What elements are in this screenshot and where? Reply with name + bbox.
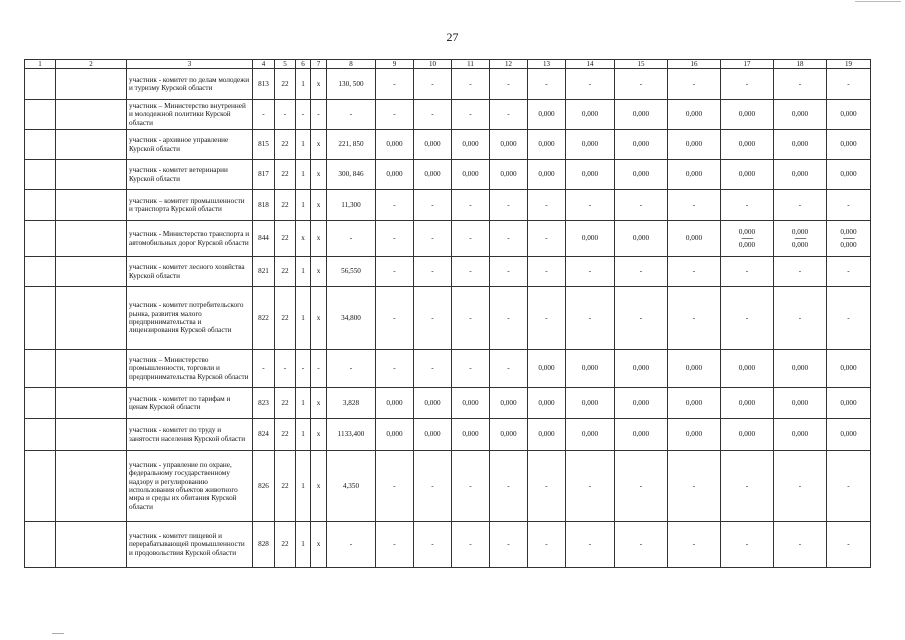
cell-section: 22: [275, 388, 296, 419]
cell-value: 0,000: [827, 419, 871, 451]
cell-col-1: [25, 419, 56, 451]
cell-value: 0,000: [668, 160, 721, 190]
column-number: 4: [253, 60, 275, 69]
cell-section: 22: [275, 522, 296, 568]
cell-col-2: [56, 287, 127, 350]
cell-section: 22: [275, 69, 296, 100]
cell-value: -: [528, 287, 566, 350]
cell-value: -: [490, 287, 528, 350]
cell-value: -: [774, 451, 827, 522]
cell-value: 0,000: [615, 221, 668, 257]
cell-subsection: 1: [296, 287, 311, 350]
cell-code: 817: [253, 160, 275, 190]
top-edge-rule: [855, 1, 901, 2]
header-row: [25, 60, 871, 69]
cell-value: 0,000: [414, 388, 452, 419]
cell-value: -: [668, 451, 721, 522]
cell-type: х: [311, 388, 327, 419]
cell-value: 0,000: [566, 130, 615, 160]
column-number: 15: [615, 60, 668, 69]
cell-value: -: [668, 522, 721, 568]
cell-col-1: [25, 451, 56, 522]
cell-value: 0,000: [490, 160, 528, 190]
page-number: 27: [446, 30, 459, 44]
cell-type: х: [311, 160, 327, 190]
participant-name: участник - комитет ветеринарии Курской области: [127, 160, 253, 190]
cell-amount: 300, 846: [327, 160, 376, 190]
cell-section: 22: [275, 190, 296, 221]
cell-value: -: [721, 190, 774, 221]
cell-col-1: [25, 388, 56, 419]
split-top-value: 0,000: [791, 227, 809, 236]
cell-subsection: 1: [296, 419, 311, 451]
column-number: 12: [490, 60, 528, 69]
cell-value: -: [721, 451, 774, 522]
cell-value: 0,000: [490, 130, 528, 160]
cell-subsection: х: [296, 221, 311, 257]
cell-value: -: [452, 100, 490, 130]
cell-amount: 4,350: [327, 451, 376, 522]
cell-col-2: [56, 388, 127, 419]
cell-value: -: [376, 190, 414, 221]
cell-amount: 221, 850: [327, 130, 376, 160]
cell-value: 0,000: [721, 130, 774, 160]
cell-value: 0,000: [528, 419, 566, 451]
participant-name: участник - комитет по тарифам и ценам Курской области: [127, 388, 253, 419]
table-row: [25, 69, 871, 100]
cell-value: -: [376, 451, 414, 522]
split-bottom-value: 0,000: [840, 241, 857, 249]
cell-type: -: [311, 350, 327, 388]
cell-value: -: [414, 69, 452, 100]
cell-type: -: [311, 100, 327, 130]
cell-value: -: [376, 69, 414, 100]
cell-value: 0,000: [721, 160, 774, 190]
cell-amount: -: [327, 221, 376, 257]
cell-value-split: [774, 221, 827, 257]
split-divider: --------: [842, 234, 855, 242]
cell-value: -: [566, 451, 615, 522]
cell-code: -: [253, 100, 275, 130]
cell-value: 0,000: [615, 419, 668, 451]
cell-value: -: [774, 257, 827, 287]
cell-value: -: [566, 69, 615, 100]
cell-value: 0,000: [668, 221, 721, 257]
cell-value: -: [721, 69, 774, 100]
cell-value: -: [452, 69, 490, 100]
cell-subsection: 1: [296, 190, 311, 221]
cell-value: -: [452, 451, 490, 522]
cell-section: -: [275, 350, 296, 388]
cell-section: 22: [275, 287, 296, 350]
cell-col-1: [25, 522, 56, 568]
cell-value: 0,000: [490, 419, 528, 451]
participant-name: участник - Министерство транспорта и автомобильных дорог Курской области: [127, 221, 253, 257]
cell-value: -: [452, 190, 490, 221]
table-row: [25, 130, 871, 160]
cell-value: -: [414, 451, 452, 522]
cell-value: -: [774, 69, 827, 100]
cell-value: 0,000: [827, 350, 871, 388]
cell-value: -: [490, 69, 528, 100]
cell-subsection: 1: [296, 130, 311, 160]
cell-col-2: [56, 221, 127, 257]
cell-code: -: [253, 350, 275, 388]
cell-value: -: [615, 287, 668, 350]
cell-col-2: [56, 419, 127, 451]
cell-value: 0,000: [668, 350, 721, 388]
cell-col-2: [56, 350, 127, 388]
cell-value: -: [721, 522, 774, 568]
cell-col-1: [25, 287, 56, 350]
cell-value: -: [566, 287, 615, 350]
cell-code: 844: [253, 221, 275, 257]
cell-value: 0,000: [376, 388, 414, 419]
table-row: [25, 350, 871, 388]
split-bottom-value: 0,000: [791, 241, 809, 249]
cell-col-2: [56, 190, 127, 221]
cell-value: -: [490, 257, 528, 287]
cell-subsection: 1: [296, 388, 311, 419]
cell-value: 0,000: [376, 419, 414, 451]
cell-col-2: [56, 257, 127, 287]
participant-name: участник - комитет по труду и занятости населения Курской области: [127, 419, 253, 451]
participant-name: участник - комитет потребительского рынка, развития малого предпринимательства и лицензирования Курской области: [127, 287, 253, 350]
cell-value: -: [490, 190, 528, 221]
cell-code: 824: [253, 419, 275, 451]
cell-code: 826: [253, 451, 275, 522]
cell-code: 828: [253, 522, 275, 568]
cell-value: 0,000: [668, 419, 721, 451]
cell-type: х: [311, 221, 327, 257]
cell-value: -: [414, 287, 452, 350]
column-number: 10: [414, 60, 452, 69]
cell-value: -: [376, 257, 414, 287]
cell-value: 0,000: [490, 388, 528, 419]
cell-value: -: [566, 257, 615, 287]
cell-value: 0,000: [668, 130, 721, 160]
cell-col-1: [25, 130, 56, 160]
cell-value: -: [615, 522, 668, 568]
cell-value: -: [668, 190, 721, 221]
cell-subsection: -: [296, 350, 311, 388]
cell-value: -: [721, 257, 774, 287]
table-row: [25, 160, 871, 190]
cell-value: -: [615, 69, 668, 100]
cell-value: 0,000: [721, 388, 774, 419]
cell-value: 0,000: [774, 100, 827, 130]
split-divider: --------: [741, 234, 753, 242]
cell-value: 0,000: [452, 160, 490, 190]
table-row: [25, 522, 871, 568]
cell-value: -: [414, 221, 452, 257]
cell-amount: 11,300: [327, 190, 376, 221]
cell-code: 813: [253, 69, 275, 100]
participant-name: участник – Министерство внутренней и молодежной политики Курской области: [127, 100, 253, 130]
column-number: 16: [668, 60, 721, 69]
cell-value: -: [827, 257, 871, 287]
cell-col-2: [56, 130, 127, 160]
cell-value: -: [376, 287, 414, 350]
cell-type: х: [311, 287, 327, 350]
cell-value: -: [668, 69, 721, 100]
cell-section: -: [275, 100, 296, 130]
column-number: 14: [566, 60, 615, 69]
cell-col-1: [25, 160, 56, 190]
cell-code: 818: [253, 190, 275, 221]
cell-value: -: [721, 287, 774, 350]
cell-value: -: [376, 522, 414, 568]
participant-name: участник – комитет промышленности и транспорта Курской области: [127, 190, 253, 221]
cell-value: 0,000: [528, 160, 566, 190]
cell-value: 0,000: [452, 388, 490, 419]
cell-code: 815: [253, 130, 275, 160]
cell-value: -: [414, 100, 452, 130]
cell-value: -: [528, 221, 566, 257]
cell-value-split: [827, 221, 871, 257]
cell-subsection: 1: [296, 522, 311, 568]
cell-col-2: [56, 100, 127, 130]
cell-section: 22: [275, 451, 296, 522]
cell-value: -: [490, 100, 528, 130]
cell-value: 0,000: [414, 419, 452, 451]
column-number: 1: [25, 60, 56, 69]
cell-subsection: 1: [296, 257, 311, 287]
cell-subsection: 1: [296, 69, 311, 100]
cell-col-1: [25, 350, 56, 388]
table-row: [25, 451, 871, 522]
cell-value: 0,000: [668, 388, 721, 419]
cell-value: -: [774, 287, 827, 350]
cell-value: -: [376, 221, 414, 257]
cell-value: -: [528, 257, 566, 287]
cell-value: -: [615, 190, 668, 221]
cell-value: 0,000: [615, 130, 668, 160]
cell-code: 822: [253, 287, 275, 350]
cell-value: -: [414, 257, 452, 287]
cell-value: -: [528, 190, 566, 221]
cell-type: х: [311, 419, 327, 451]
cell-amount: 34,800: [327, 287, 376, 350]
cell-amount: -: [327, 522, 376, 568]
table-row: [25, 388, 871, 419]
cell-value: 0,000: [615, 160, 668, 190]
cell-col-2: [56, 160, 127, 190]
split-top-value: 0,000: [840, 227, 857, 236]
cell-amount: 1133,400: [327, 419, 376, 451]
column-number: 5: [275, 60, 296, 69]
cell-col-2: [56, 522, 127, 568]
cell-amount: 130, 500: [327, 69, 376, 100]
cell-value: 0,000: [615, 350, 668, 388]
cell-value: -: [827, 69, 871, 100]
participant-name: участник – Министерство промышленности, торговли и предпринимательства Курской области: [127, 350, 253, 388]
column-number: 13: [528, 60, 566, 69]
cell-value: -: [452, 257, 490, 287]
cell-value: -: [668, 287, 721, 350]
table-row: [25, 221, 871, 257]
cell-value: 0,000: [668, 100, 721, 130]
cell-value: -: [452, 287, 490, 350]
cell-value: 0,000: [566, 419, 615, 451]
column-number: 18: [774, 60, 827, 69]
cell-value: -: [490, 451, 528, 522]
cell-value: -: [414, 522, 452, 568]
bottom-edge-mark: [52, 633, 64, 634]
column-number: 19: [827, 60, 871, 69]
cell-section: 22: [275, 221, 296, 257]
cell-value: -: [490, 522, 528, 568]
participant-name: участник - комитет лесного хозяйства Курской области: [127, 257, 253, 287]
cell-subsection: 1: [296, 160, 311, 190]
cell-value: 0,000: [414, 160, 452, 190]
cell-value: -: [827, 522, 871, 568]
cell-value: -: [827, 451, 871, 522]
cell-value: -: [615, 257, 668, 287]
cell-code: 823: [253, 388, 275, 419]
participant-name: участник - комитет по делам молодежи и туризму Курской области: [127, 69, 253, 100]
column-number: 8: [327, 60, 376, 69]
cell-value: 0,000: [566, 350, 615, 388]
cell-value: -: [566, 190, 615, 221]
cell-value: -: [376, 100, 414, 130]
column-number: 17: [721, 60, 774, 69]
cell-col-1: [25, 221, 56, 257]
cell-value: 0,000: [528, 100, 566, 130]
cell-value: -: [528, 69, 566, 100]
cell-value: -: [774, 522, 827, 568]
cell-value: 0,000: [376, 160, 414, 190]
cell-value: -: [566, 522, 615, 568]
cell-value: 0,000: [774, 130, 827, 160]
cell-value: 0,000: [566, 388, 615, 419]
cell-value-split: [721, 221, 774, 257]
table-row: [25, 419, 871, 451]
cell-value: -: [452, 522, 490, 568]
cell-value: -: [414, 190, 452, 221]
table-row: [25, 257, 871, 287]
cell-value: 0,000: [774, 160, 827, 190]
cell-value: 0,000: [827, 100, 871, 130]
table-row: [25, 100, 871, 130]
split-top-value: 0,000: [738, 227, 756, 236]
cell-value: 0,000: [528, 350, 566, 388]
cell-value: 0,000: [615, 100, 668, 130]
cell-value: -: [528, 522, 566, 568]
cell-value: 0,000: [774, 388, 827, 419]
cell-value: 0,000: [566, 100, 615, 130]
cell-col-2: [56, 451, 127, 522]
cell-type: х: [311, 522, 327, 568]
cell-amount: -: [327, 350, 376, 388]
cell-section: 22: [275, 257, 296, 287]
cell-value: -: [452, 221, 490, 257]
cell-value: -: [490, 350, 528, 388]
cell-value: 0,000: [452, 419, 490, 451]
cell-amount: -: [327, 100, 376, 130]
cell-value: -: [827, 190, 871, 221]
cell-value: -: [452, 350, 490, 388]
cell-value: -: [774, 190, 827, 221]
cell-value: 0,000: [721, 350, 774, 388]
cell-type: х: [311, 190, 327, 221]
column-number: 7: [311, 60, 327, 69]
cell-subsection: -: [296, 100, 311, 130]
participant-name: участник - архивное управление Курской области: [127, 130, 253, 160]
cell-value: 0,000: [528, 388, 566, 419]
cell-value: -: [414, 350, 452, 388]
cell-col-2: [56, 69, 127, 100]
column-number: 3: [127, 60, 253, 69]
cell-subsection: 1: [296, 451, 311, 522]
cell-type: х: [311, 130, 327, 160]
cell-value: 0,000: [827, 130, 871, 160]
cell-value: 0,000: [615, 388, 668, 419]
cell-value: 0,000: [827, 160, 871, 190]
cell-value: 0,000: [376, 130, 414, 160]
column-number: 6: [296, 60, 311, 69]
cell-value: 0,000: [566, 160, 615, 190]
participant-name: участник - управление по охране, федеральному государственному надзору и регулированию использования объектов животного мира и среды их обитания Курской области: [127, 451, 253, 522]
cell-value: 0,000: [721, 419, 774, 451]
cell-value: 0,000: [414, 130, 452, 160]
cell-amount: 3,828: [327, 388, 376, 419]
cell-section: 22: [275, 419, 296, 451]
table-row: [25, 287, 871, 350]
table-row: [25, 190, 871, 221]
cell-value: -: [668, 257, 721, 287]
cell-value: 0,000: [452, 130, 490, 160]
cell-value: -: [827, 287, 871, 350]
column-number: 2: [56, 60, 127, 69]
column-number: 9: [376, 60, 414, 69]
split-bottom-value: 0,000: [738, 241, 756, 249]
cell-col-1: [25, 69, 56, 100]
cell-value: 0,000: [774, 350, 827, 388]
cell-type: х: [311, 451, 327, 522]
budget-table: [24, 59, 871, 568]
cell-code: 821: [253, 257, 275, 287]
participant-name: участник - комитет пищевой и перерабатывающей промышленности и продовольствия Курской области: [127, 522, 253, 568]
cell-value: 0,000: [566, 221, 615, 257]
cell-col-1: [25, 100, 56, 130]
cell-section: 22: [275, 160, 296, 190]
cell-col-1: [25, 257, 56, 287]
cell-value: 0,000: [774, 419, 827, 451]
cell-value: -: [528, 451, 566, 522]
cell-type: х: [311, 69, 327, 100]
column-number: 11: [452, 60, 490, 69]
cell-section: 22: [275, 130, 296, 160]
cell-value: 0,000: [528, 130, 566, 160]
cell-value: 0,000: [721, 100, 774, 130]
split-divider: --------: [794, 234, 806, 242]
cell-col-1: [25, 190, 56, 221]
cell-type: х: [311, 257, 327, 287]
cell-value: 0,000: [827, 388, 871, 419]
cell-amount: 56,550: [327, 257, 376, 287]
cell-value: -: [376, 350, 414, 388]
cell-value: -: [615, 451, 668, 522]
cell-value: -: [490, 221, 528, 257]
